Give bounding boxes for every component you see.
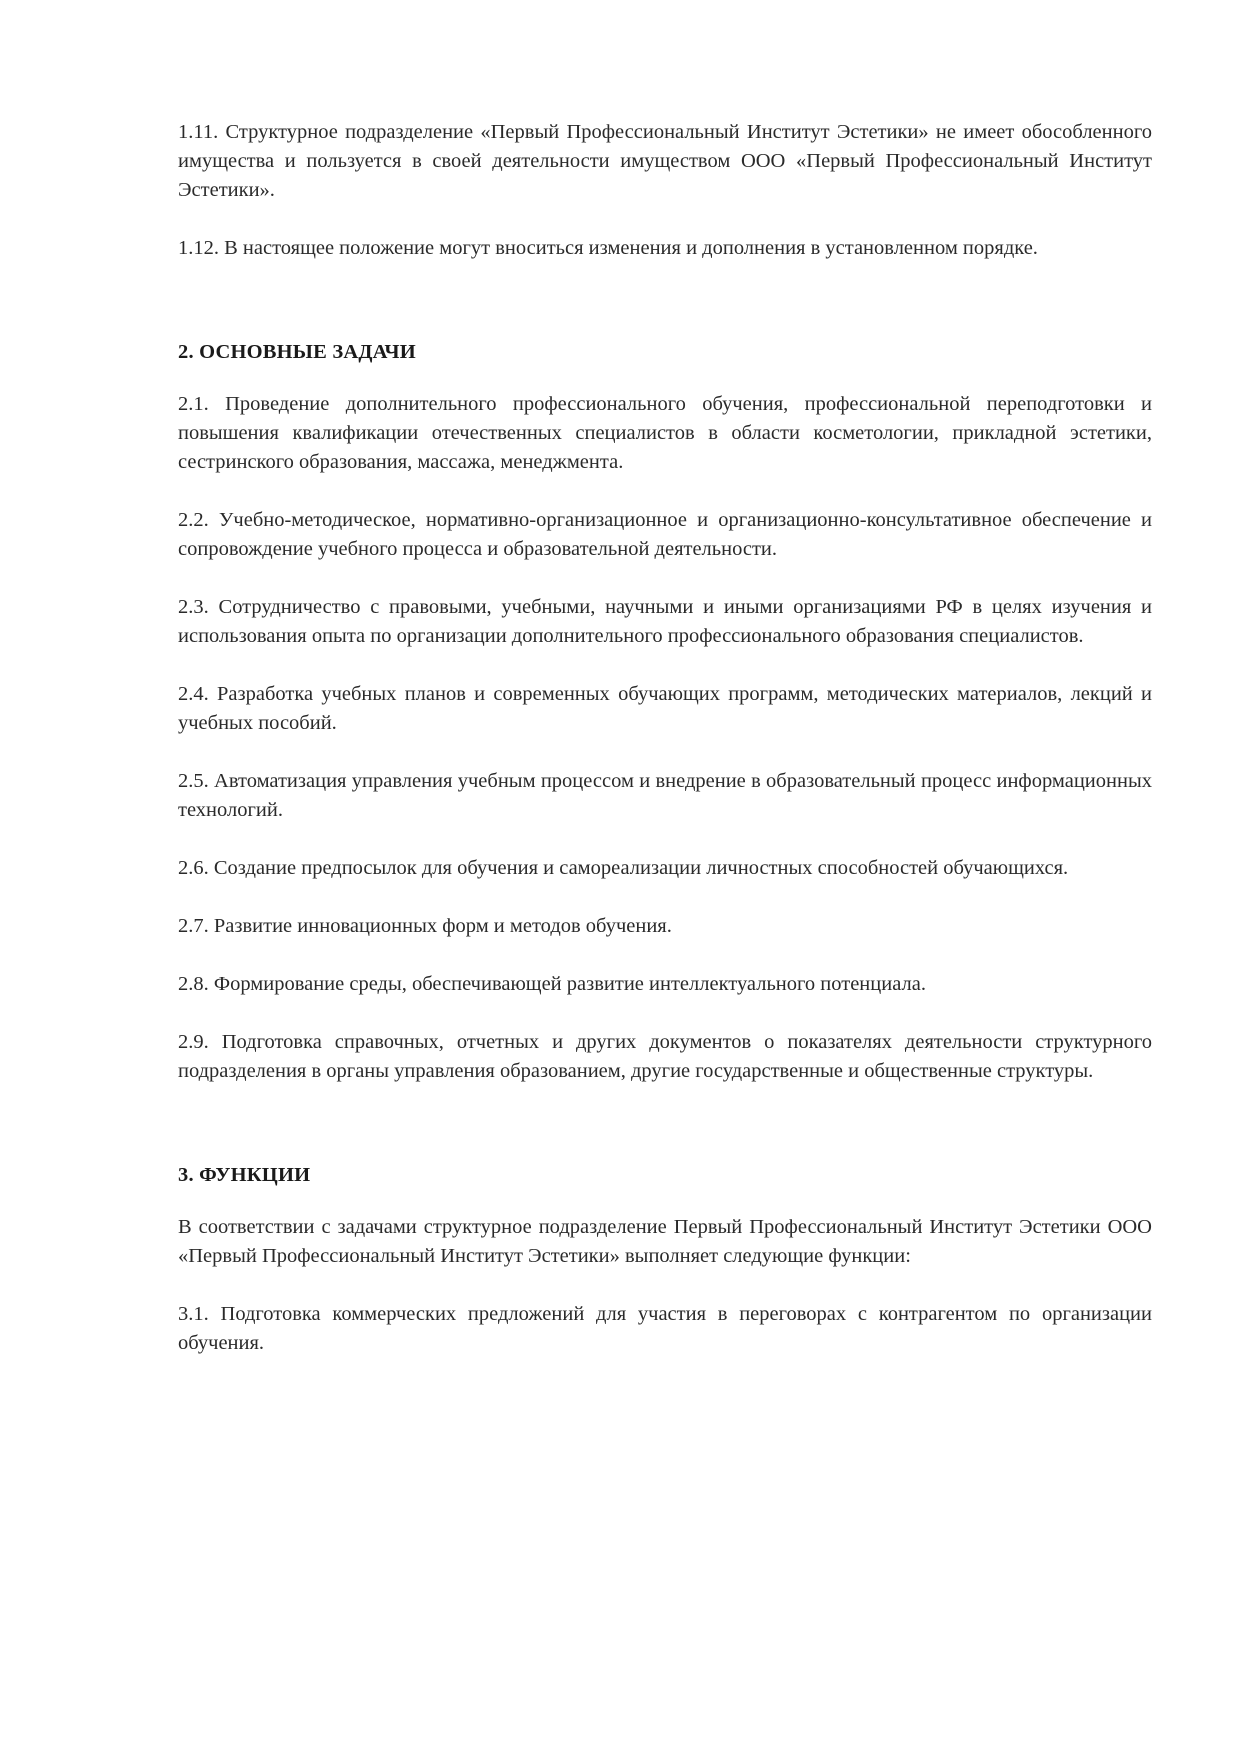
- item-number: 2.6.: [178, 857, 209, 879]
- paragraph-2-7: [178, 912, 1152, 941]
- item-text: Проведение дополнительного профессионального обучения, профессиональной переподготовки и повышения квалификации отечественных специалистов в области косметологии, прикладной эстетики, сестринского образования, массажа, менеджмента.: [178, 393, 1153, 473]
- item-text: В настоящее положение могут вноситься изменения и дополнения в установленном порядке.: [224, 237, 1038, 259]
- paragraph-2-9: [178, 1028, 1152, 1086]
- item-text: Развитие инновационных форм и методов обучения.: [213, 915, 672, 937]
- item-text: Сотрудничество с правовыми, учебными, научными и иными организациями РФ в целях изучения и использования опыта по организации дополнительного профессионального образования специалистов.: [178, 596, 1153, 647]
- item-text: Учебно-методическое, нормативно-организационное и организационно-консультативное обеспечение и сопровождение учебного процесса и образовательной деятельности.: [178, 509, 1152, 560]
- item-number: 2.9.: [178, 1031, 209, 1053]
- document-page: [178, 118, 1152, 1358]
- item-number: 2.3.: [178, 596, 209, 618]
- item-text: Структурное подразделение «Первый Профессиональный Институт Эстетики» не имеет обособленного имущества и пользуется в своей деятельности имуществом ООО «Первый Профессиональный Институт Эстетики».: [178, 121, 1152, 201]
- item-number: 2.8.: [178, 973, 209, 995]
- item-text: Подготовка коммерческих предложений для участия в переговорах с контрагентом по организации обучения.: [178, 1303, 1152, 1354]
- paragraph-2-3: [178, 593, 1152, 651]
- paragraph-1-12: [178, 234, 1152, 263]
- item-number: 2.5.: [178, 770, 209, 792]
- section-heading-functions: 3. ФУНКЦИИ: [178, 1164, 311, 1186]
- item-number: 3.1.: [178, 1303, 209, 1325]
- item-number: 1.12.: [178, 237, 219, 259]
- paragraph-3-1: [178, 1300, 1152, 1358]
- paragraph-2-1: [178, 390, 1152, 477]
- item-text: Формирование среды, обеспечивающей развитие интеллектуального потенциала.: [213, 973, 926, 995]
- paragraph-2-5: [178, 767, 1152, 825]
- paragraph-2-6: [178, 854, 1152, 883]
- item-number: 2.1.: [178, 393, 209, 415]
- paragraph-2-8: [178, 970, 1152, 999]
- item-number: 2.4.: [178, 683, 209, 705]
- item-number: 1.11.: [178, 121, 219, 143]
- section-heading-main-tasks: 2. ОСНОВНЫЕ ЗАДАЧИ: [178, 341, 416, 363]
- paragraph-2-2: [178, 506, 1152, 564]
- paragraph-3-intro: В соответствии с задачами структурное подразделение Первый Профессиональный Институт Эстетики ООО «Первый Профессиональный Институт Эстетики» выполняет следующие функции:: [178, 1216, 1152, 1267]
- paragraph-1-11: [178, 118, 1152, 205]
- item-text: Создание предпосылок для обучения и самореализации личностных способностей обучающихся.: [213, 857, 1069, 879]
- paragraph-2-4: [178, 680, 1152, 738]
- item-text: Подготовка справочных, отчетных и других документов о показателях деятельности структурного подразделения в органы управления образованием, другие государственные и общественные структуры.: [178, 1031, 1152, 1082]
- item-number: 2.7.: [178, 915, 209, 937]
- item-text: Разработка учебных планов и современных обучающих программ, методических материалов, лекций и учебных пособий.: [178, 683, 1152, 734]
- item-text: Автоматизация управления учебным процессом и внедрение в образовательный процесс информационных технологий.: [178, 770, 1152, 821]
- item-number: 2.2.: [178, 509, 209, 531]
